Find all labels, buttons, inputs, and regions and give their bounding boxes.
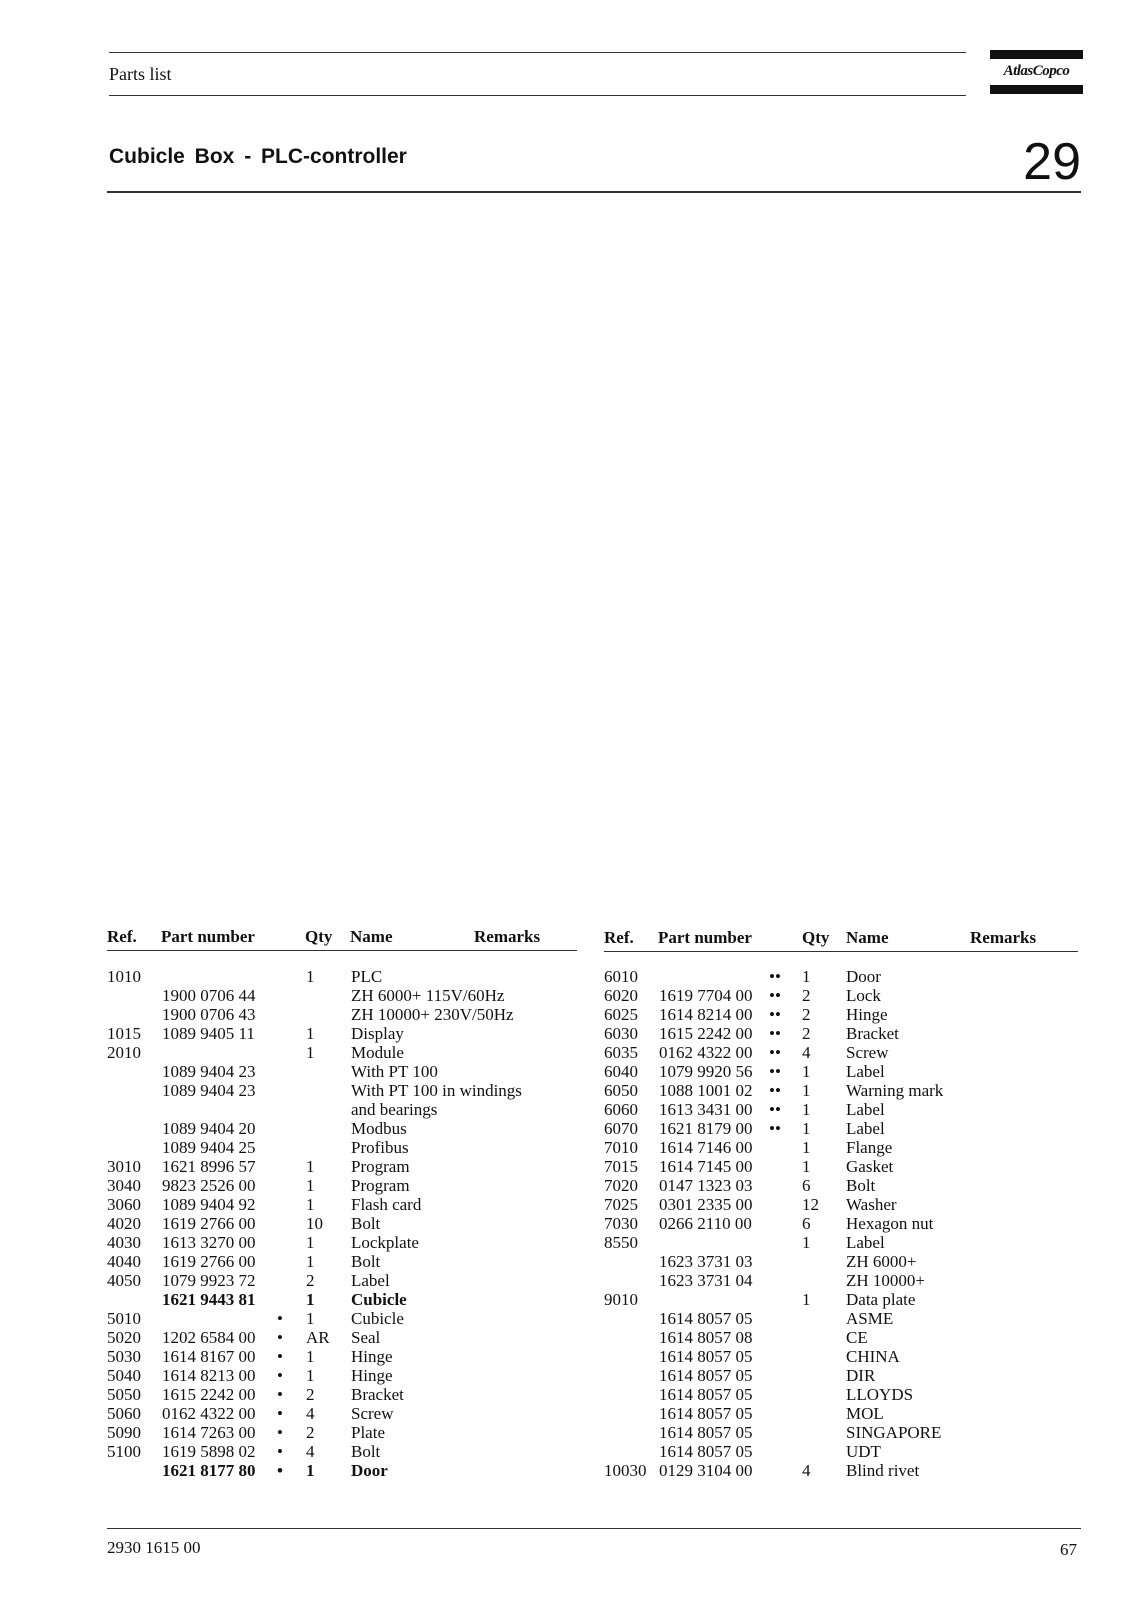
row-name: Label <box>846 1062 885 1081</box>
right-col-remarks: Remarks <box>970 928 1037 947</box>
row-name: Bolt <box>351 1214 381 1233</box>
row-ref: 6070 <box>604 1119 638 1138</box>
row-part-number: 1619 2766 00 <box>162 1252 256 1271</box>
row-part-number: 1614 8057 05 <box>659 1309 753 1328</box>
table-row <box>107 1214 577 1233</box>
row-name: Bolt <box>846 1176 876 1195</box>
row-part-number: 9823 2526 00 <box>162 1176 256 1195</box>
row-ref: 10030 <box>604 1461 647 1480</box>
table-row <box>604 1309 1078 1328</box>
table-row <box>107 1081 577 1100</box>
row-ref: 7030 <box>604 1214 638 1233</box>
table-row <box>107 1062 577 1081</box>
table-row <box>107 1290 577 1309</box>
row-part-number: 1614 7146 00 <box>659 1138 753 1157</box>
row-marker: •• <box>769 1043 781 1062</box>
table-row <box>604 1347 1078 1366</box>
row-ref: 4040 <box>107 1252 141 1271</box>
header-label: Parts list <box>109 64 172 84</box>
table-row <box>604 1005 1078 1024</box>
row-ref: 4030 <box>107 1233 141 1252</box>
row-ref: 3060 <box>107 1195 141 1214</box>
page-number: 67 <box>1060 1540 1077 1559</box>
row-name: Warning mark <box>846 1081 944 1100</box>
row-name: Door <box>846 967 881 986</box>
row-qty: 12 <box>802 1195 819 1214</box>
row-ref: 5060 <box>107 1404 141 1423</box>
table-row <box>107 1366 577 1385</box>
row-part-number: 1614 7145 00 <box>659 1157 753 1176</box>
row-qty: 10 <box>306 1214 323 1233</box>
row-ref: 7015 <box>604 1157 638 1176</box>
table-row <box>107 1309 577 1328</box>
row-name: Hinge <box>846 1005 888 1024</box>
row-qty: 1 <box>306 1195 315 1214</box>
row-qty: 1 <box>802 1081 811 1100</box>
table-row <box>604 1271 1078 1290</box>
row-marker: •• <box>769 1062 781 1081</box>
title-rule <box>107 191 1081 193</box>
row-name: LLOYDS <box>846 1385 914 1404</box>
row-ref: 6010 <box>604 967 638 986</box>
row-ref: 6020 <box>604 986 638 1005</box>
header-bottom-rule <box>109 95 966 96</box>
table-row <box>107 1024 577 1043</box>
table-row <box>604 986 1078 1005</box>
row-ref: 7025 <box>604 1195 638 1214</box>
right-col-ref: Ref. <box>604 928 634 947</box>
row-ref: 6060 <box>604 1100 638 1119</box>
row-part-number: 1900 0706 43 <box>162 1005 256 1024</box>
row-ref: 7010 <box>604 1138 638 1157</box>
row-name: Program <box>351 1176 410 1195</box>
row-marker: •• <box>769 1005 781 1024</box>
section-number: 29 <box>1023 133 1081 191</box>
row-name: Seal <box>351 1328 381 1347</box>
row-part-number: 1079 9920 56 <box>659 1062 753 1081</box>
row-part-number: 1089 9404 23 <box>162 1081 256 1100</box>
row-part-number: 1615 2242 00 <box>162 1385 256 1404</box>
row-qty: 1 <box>802 1157 811 1176</box>
table-row <box>604 1461 1078 1480</box>
left-col-ref: Ref. <box>107 927 137 946</box>
row-name: Plate <box>351 1423 385 1442</box>
row-name: Hexagon nut <box>846 1214 934 1233</box>
row-part-number: 1614 8057 08 <box>659 1328 753 1347</box>
row-ref: 4050 <box>107 1271 141 1290</box>
row-part-number: 1619 5898 02 <box>162 1442 256 1461</box>
row-name: ZH 6000+ <box>846 1252 917 1271</box>
row-part-number: 1621 9443 81 <box>162 1290 256 1309</box>
row-part-number: 1614 8057 05 <box>659 1404 753 1423</box>
row-part-number: 1614 8213 00 <box>162 1366 256 1385</box>
left-header-rule <box>107 950 577 951</box>
row-qty: 2 <box>802 1024 811 1043</box>
row-part-number: 1613 3270 00 <box>162 1233 256 1252</box>
right-col-name: Name <box>846 928 889 947</box>
row-marker: • <box>277 1461 283 1480</box>
row-part-number: 1619 2766 00 <box>162 1214 256 1233</box>
table-row <box>107 1138 577 1157</box>
table-row <box>107 1195 577 1214</box>
table-row <box>604 1043 1078 1062</box>
row-qty: 1 <box>306 1233 315 1252</box>
table-row <box>604 1100 1078 1119</box>
row-marker: • <box>277 1309 283 1328</box>
table-row <box>604 1214 1078 1233</box>
row-ref: 5050 <box>107 1385 141 1404</box>
row-ref: 2010 <box>107 1043 141 1062</box>
table-row <box>107 1423 577 1442</box>
row-marker: • <box>277 1366 283 1385</box>
table-row <box>604 1062 1078 1081</box>
row-name: UDT <box>846 1442 881 1461</box>
row-part-number: 1089 9404 20 <box>162 1119 256 1138</box>
row-marker: • <box>277 1423 283 1442</box>
row-name: SINGAPORE <box>846 1423 942 1442</box>
row-ref: 5100 <box>107 1442 141 1461</box>
left-parts-table <box>107 967 577 1480</box>
row-marker: • <box>277 1404 283 1423</box>
row-name: Profibus <box>351 1138 409 1157</box>
footer-rule <box>107 1528 1081 1529</box>
table-row <box>107 1119 577 1138</box>
table-row <box>107 1176 577 1195</box>
row-name: Bolt <box>351 1252 381 1271</box>
row-name: ASME <box>846 1309 894 1328</box>
right-col-part-number: Part number <box>658 928 752 947</box>
row-qty: 4 <box>306 1442 315 1461</box>
row-part-number: 1623 3731 04 <box>659 1271 753 1290</box>
row-part-number: 1089 9404 23 <box>162 1062 256 1081</box>
table-row <box>107 1252 577 1271</box>
row-name: Door <box>351 1461 388 1480</box>
row-ref: 6030 <box>604 1024 638 1043</box>
row-marker: •• <box>769 1119 781 1138</box>
row-part-number: 1089 9404 92 <box>162 1195 256 1214</box>
row-ref: 5010 <box>107 1309 141 1328</box>
table-row <box>604 1328 1078 1347</box>
row-part-number: 1089 9404 25 <box>162 1138 256 1157</box>
row-part-number: 0266 2110 00 <box>659 1214 752 1233</box>
row-part-number: 1900 0706 44 <box>162 986 256 1005</box>
right-header-rule <box>604 951 1078 952</box>
row-name: Label <box>846 1233 885 1252</box>
table-row <box>604 1290 1078 1309</box>
row-qty: 1 <box>306 1347 315 1366</box>
atlas-copco-logo <box>990 50 1083 94</box>
row-part-number: 1089 9405 11 <box>162 1024 255 1043</box>
table-row <box>107 1404 577 1423</box>
row-marker: •• <box>769 1100 781 1119</box>
row-name: Flange <box>846 1138 893 1157</box>
header-top-rule <box>109 52 966 53</box>
row-ref: 6035 <box>604 1043 638 1062</box>
table-row <box>604 1119 1078 1138</box>
row-name: Data plate <box>846 1290 916 1309</box>
document-number: 2930 1615 00 <box>107 1538 201 1557</box>
row-qty: AR <box>306 1328 330 1347</box>
row-ref: 6040 <box>604 1062 638 1081</box>
table-row <box>604 1423 1078 1442</box>
row-marker: • <box>277 1347 283 1366</box>
row-qty: 1 <box>306 967 315 986</box>
row-name: Hinge <box>351 1366 393 1385</box>
row-part-number: 1079 9923 72 <box>162 1271 256 1290</box>
row-part-number: 1614 8057 05 <box>659 1347 753 1366</box>
row-name: Lock <box>846 986 881 1005</box>
row-name: and bearings <box>351 1100 438 1119</box>
logo-text: AtlasCopco <box>1003 63 1070 79</box>
table-row <box>107 1233 577 1252</box>
row-part-number: 1088 1001 02 <box>659 1081 753 1100</box>
row-marker: •• <box>769 1024 781 1043</box>
row-ref: 5030 <box>107 1347 141 1366</box>
row-part-number: 0147 1323 03 <box>659 1176 753 1195</box>
row-name: Display <box>351 1024 404 1043</box>
row-part-number: 1614 8057 05 <box>659 1423 753 1442</box>
row-name: Gasket <box>846 1157 894 1176</box>
row-ref: 1010 <box>107 967 141 986</box>
row-name: Bracket <box>351 1385 404 1404</box>
table-row <box>107 986 577 1005</box>
row-ref: 3040 <box>107 1176 141 1195</box>
row-marker: •• <box>769 1081 781 1100</box>
row-part-number: 1621 8179 00 <box>659 1119 753 1138</box>
row-qty: 1 <box>802 1138 811 1157</box>
left-col-remarks: Remarks <box>474 927 541 946</box>
row-name: ZH 10000+ 230V/50Hz <box>351 1005 514 1024</box>
row-qty: 1 <box>306 1290 315 1309</box>
table-row <box>107 1461 577 1480</box>
row-name: Program <box>351 1157 410 1176</box>
row-ref: 6025 <box>604 1005 638 1024</box>
right-col-qty: Qty <box>802 928 830 947</box>
row-part-number: 1614 8057 05 <box>659 1442 753 1461</box>
row-part-number: 0162 4322 00 <box>162 1404 256 1423</box>
table-row <box>604 1252 1078 1271</box>
table-row <box>604 1081 1078 1100</box>
row-qty: 1 <box>306 1024 315 1043</box>
row-qty: 1 <box>306 1157 315 1176</box>
row-name: CHINA <box>846 1347 900 1366</box>
row-qty: 1 <box>306 1366 315 1385</box>
row-name: With PT 100 <box>351 1062 438 1081</box>
row-qty: 1 <box>306 1252 315 1271</box>
row-qty: 1 <box>306 1043 315 1062</box>
row-qty: 1 <box>802 1119 811 1138</box>
table-row <box>604 1233 1078 1252</box>
row-marker: • <box>277 1385 283 1404</box>
table-row <box>107 1271 577 1290</box>
row-name: Lockplate <box>351 1233 419 1252</box>
row-ref: 3010 <box>107 1157 141 1176</box>
row-marker: •• <box>769 967 781 986</box>
row-part-number: 1614 7263 00 <box>162 1423 256 1442</box>
row-part-number: 1619 7704 00 <box>659 986 753 1005</box>
row-qty: 1 <box>306 1461 315 1480</box>
table-row <box>604 1157 1078 1176</box>
row-name: Bolt <box>351 1442 381 1461</box>
row-name: Screw <box>846 1043 889 1062</box>
row-qty: 1 <box>802 1062 811 1081</box>
left-col-name: Name <box>350 927 393 946</box>
table-row <box>107 1347 577 1366</box>
row-name: Blind rivet <box>846 1461 920 1480</box>
table-row <box>604 1404 1078 1423</box>
row-ref: 5020 <box>107 1328 141 1347</box>
table-row <box>604 1138 1078 1157</box>
row-qty: 4 <box>802 1461 811 1480</box>
row-name: Label <box>846 1119 885 1138</box>
row-qty: 4 <box>306 1404 315 1423</box>
row-part-number: 0301 2335 00 <box>659 1195 753 1214</box>
row-ref: 7020 <box>604 1176 638 1195</box>
row-qty: 2 <box>802 986 811 1005</box>
row-part-number: 1614 8214 00 <box>659 1005 753 1024</box>
left-col-part-number: Part number <box>161 927 255 946</box>
row-part-number: 1614 8057 05 <box>659 1385 753 1404</box>
table-row <box>107 967 577 986</box>
table-row <box>604 1385 1078 1404</box>
row-ref: 4020 <box>107 1214 141 1233</box>
table-row <box>604 1176 1078 1195</box>
row-qty: 1 <box>802 1290 811 1309</box>
row-part-number: 1614 8057 05 <box>659 1366 753 1385</box>
row-qty: 2 <box>306 1385 315 1404</box>
row-qty: 1 <box>306 1309 315 1328</box>
row-qty: 2 <box>802 1005 811 1024</box>
row-name: Label <box>351 1271 390 1290</box>
row-name: DIR <box>846 1366 876 1385</box>
table-row <box>107 1328 577 1347</box>
row-name: ZH 6000+ 115V/60Hz <box>351 986 505 1005</box>
row-name: Flash card <box>351 1195 422 1214</box>
row-part-number: 1623 3731 03 <box>659 1252 753 1271</box>
row-name: Cubicle <box>351 1309 404 1328</box>
table-row <box>604 1442 1078 1461</box>
table-row <box>107 1100 577 1119</box>
row-name: Modbus <box>351 1119 407 1138</box>
table-row <box>604 1024 1078 1043</box>
row-ref: 5040 <box>107 1366 141 1385</box>
row-name: MOL <box>846 1404 884 1423</box>
left-col-qty: Qty <box>305 927 333 946</box>
row-name: Hinge <box>351 1347 393 1366</box>
row-part-number: 1621 8177 80 <box>162 1461 256 1480</box>
row-ref: 5090 <box>107 1423 141 1442</box>
row-part-number: 1614 8167 00 <box>162 1347 256 1366</box>
table-row <box>107 1385 577 1404</box>
table-row <box>107 1005 577 1024</box>
row-ref: 9010 <box>604 1290 638 1309</box>
row-qty: 6 <box>802 1176 811 1195</box>
row-marker: • <box>277 1442 283 1461</box>
row-marker: •• <box>769 986 781 1005</box>
row-name: Cubicle <box>351 1290 407 1309</box>
table-row <box>107 1157 577 1176</box>
row-qty: 1 <box>802 1100 811 1119</box>
row-name: With PT 100 in windings <box>351 1081 522 1100</box>
row-name: Washer <box>846 1195 897 1214</box>
table-row <box>604 967 1078 986</box>
row-qty: 1 <box>802 1233 811 1252</box>
row-part-number: 1615 2242 00 <box>659 1024 753 1043</box>
row-ref: 1015 <box>107 1024 141 1043</box>
row-ref: 6050 <box>604 1081 638 1100</box>
row-name: CE <box>846 1328 868 1347</box>
row-name: ZH 10000+ <box>846 1271 925 1290</box>
row-name: Bracket <box>846 1024 899 1043</box>
table-row <box>107 1442 577 1461</box>
row-part-number: 1202 6584 00 <box>162 1328 256 1347</box>
row-qty: 2 <box>306 1271 315 1290</box>
table-row <box>107 1043 577 1062</box>
row-name: PLC <box>351 967 383 986</box>
right-parts-table <box>604 967 1078 1480</box>
row-marker: • <box>277 1328 283 1347</box>
table-row <box>604 1366 1078 1385</box>
row-ref: 8550 <box>604 1233 638 1252</box>
row-part-number: 0129 3104 00 <box>659 1461 753 1480</box>
row-qty: 1 <box>802 967 811 986</box>
row-qty: 6 <box>802 1214 811 1233</box>
row-part-number: 1621 8996 57 <box>162 1157 256 1176</box>
row-name: Screw <box>351 1404 394 1423</box>
row-qty: 4 <box>802 1043 811 1062</box>
row-part-number: 1613 3431 00 <box>659 1100 753 1119</box>
row-name: Module <box>351 1043 404 1062</box>
row-qty: 1 <box>306 1176 315 1195</box>
row-qty: 2 <box>306 1423 315 1442</box>
table-row <box>604 1195 1078 1214</box>
row-name: Label <box>846 1100 885 1119</box>
page-title: Cubicle Box - PLC-controller <box>109 145 407 168</box>
row-part-number: 0162 4322 00 <box>659 1043 753 1062</box>
